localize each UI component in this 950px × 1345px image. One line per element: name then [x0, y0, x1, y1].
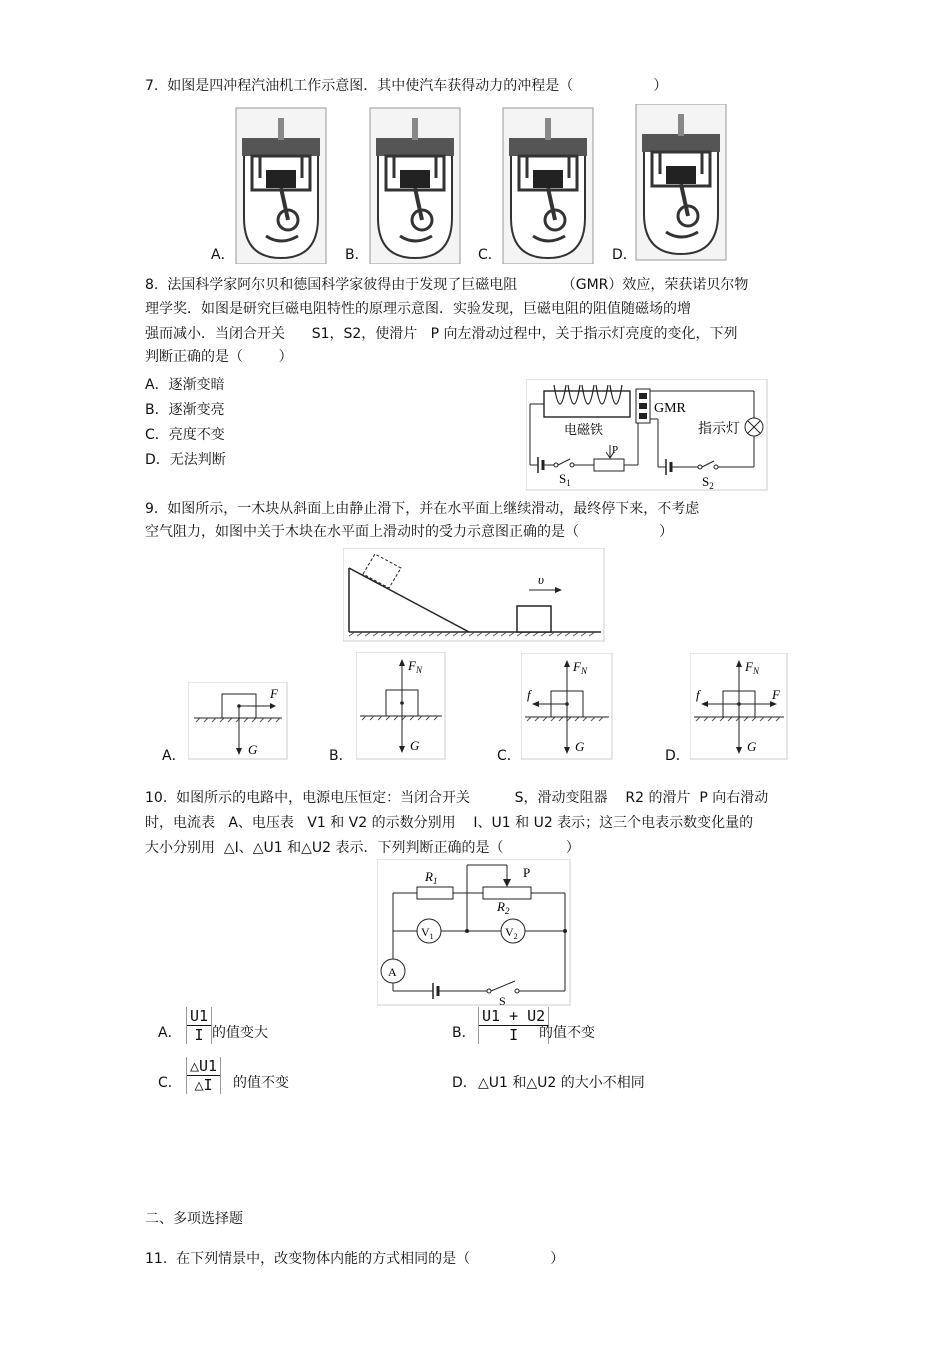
- q10-circuit-figure: [377, 859, 571, 1006]
- r1-label: $R_1$: [425, 869, 438, 886]
- engine-d-image: [636, 104, 726, 260]
- q11-stem: 11. 在下列情景中，改变物体内能的方式相同的是（ ）: [145, 1251, 565, 1267]
- q10-option-c-text: 的值不变: [233, 1075, 289, 1091]
- q7-stem: 7. 如图是四冲程汽油机工作示意图．其中使汽车获得动力的冲程是（ ）: [145, 78, 668, 94]
- engine-b-image: [370, 108, 460, 264]
- q10-stem-line2: 时，电流表 A、电压表 V1 和 V2 的示数分别用 I、U1 和 U2 表示；这三个电表示数变化量的: [145, 815, 754, 831]
- s2-label: $S_2$: [702, 474, 714, 491]
- q8-option-a[interactable]: A．逐渐变暗: [145, 377, 225, 393]
- fraction-numerator: U1 + U2: [479, 1007, 548, 1026]
- fraction-denominator: I: [194, 1026, 204, 1044]
- q7-option-c[interactable]: C．: [478, 247, 502, 263]
- force-f-label: F: [270, 686, 278, 701]
- q9-stem-line1: 9. 如图所示，一木块从斜面上由静止滑下，并在水平面上继续滑动，最终停下来，不考虑: [145, 501, 700, 517]
- voltmeter-v1-label: $V_1$: [421, 925, 434, 941]
- normal-force-label: $F_N$: [573, 659, 587, 676]
- q10-stem-line1: 10. 如图所示的电路中，电源电压恒定：当闭合开关 S，滑动变阻器 R2 的滑片 P 向右滑动: [145, 790, 769, 806]
- q8-option-c[interactable]: C．亮度不变: [145, 427, 225, 443]
- fraction-numerator: △U1: [187, 1057, 220, 1076]
- section-title: 二、多项选择题: [145, 1211, 243, 1227]
- q9-option-a-diagram: [188, 682, 288, 760]
- switch-s-label: S: [499, 994, 506, 1006]
- q8-stem-line3: 强而减小．当闭合开关 S1，S2，使滑片 P 向左滑动过程中，关于指示灯亮度的变化，下列: [145, 326, 738, 342]
- gravity-g-label: G: [248, 742, 258, 757]
- q10-option-a-label[interactable]: A．: [158, 1025, 182, 1041]
- q10-option-a-text: 的值变大: [212, 1025, 268, 1041]
- q10-stem-line3: 大小分别用 △I、△U1 和△U2 表示．下列判断正确的是（ ）: [145, 840, 580, 856]
- ammeter-a-label: A: [388, 965, 397, 979]
- q9-stem-line2: 空气阻力，如图中关于木块在水平面上滑动时的受力示意图正确的是（ ）: [145, 524, 674, 540]
- q9-option-b-diagram: [356, 652, 446, 760]
- electromagnet-label: 电磁铁: [564, 422, 604, 437]
- engine-a-image: [236, 108, 326, 264]
- slider-p-label: P: [612, 444, 619, 456]
- q7-option-d[interactable]: D．: [612, 247, 637, 263]
- q7-option-b[interactable]: B．: [345, 247, 369, 263]
- slider-p-label: P: [523, 865, 531, 880]
- q10-option-a-fraction: [186, 1007, 212, 1044]
- q10-option-d-text: △U1 和△U2 的大小不相同: [478, 1075, 645, 1091]
- force-f-label: F: [772, 687, 780, 702]
- q9-option-c-diagram: [521, 653, 613, 760]
- q10-option-c-label[interactable]: C．: [158, 1075, 182, 1091]
- q8-option-b[interactable]: B．逐渐变亮: [145, 402, 225, 418]
- q9-option-d-diagram: [690, 653, 788, 760]
- q8-stem-line1: 8. 法国科学家阿尔贝和德国科学家彼得由于发现了巨磁电阻 （GMR）效应，荣获诺贝尔物: [145, 277, 749, 293]
- gravity-g-label: G: [410, 738, 420, 753]
- gmr-label: GMR: [654, 401, 686, 416]
- q8-option-d[interactable]: D．无法判断: [145, 452, 226, 468]
- r2-label: $R_2$: [497, 899, 510, 916]
- normal-force-label: $F_N$: [745, 659, 759, 676]
- q9-option-a[interactable]: A．: [162, 748, 186, 764]
- fraction-numerator: U1: [187, 1007, 211, 1026]
- q7-option-a[interactable]: A．: [211, 247, 235, 263]
- q8-stem-line4: 判断正确的是（ ）: [145, 349, 293, 365]
- q9-incline-figure: [343, 548, 605, 642]
- fraction-denominator: I: [509, 1026, 519, 1044]
- gravity-g-label: G: [747, 739, 757, 754]
- q10-option-d-label[interactable]: D．: [452, 1075, 477, 1091]
- engine-c-image: [503, 108, 593, 264]
- q9-option-c[interactable]: C．: [497, 748, 521, 764]
- voltmeter-v2-label: $V_2$: [505, 925, 518, 941]
- fraction-denominator: △I: [194, 1076, 213, 1094]
- q10-option-b-label[interactable]: B．: [452, 1025, 476, 1041]
- q10-option-c-fraction: [186, 1057, 221, 1094]
- normal-force-label: $F_N$: [408, 658, 422, 675]
- q8-stem-line2: 理学奖．如图是研究巨磁电阻特性的原理示意图．实验发现，巨磁电阻的阻值随磁场的增: [145, 301, 691, 317]
- q9-option-d[interactable]: D．: [665, 748, 690, 764]
- friction-f-label: f: [527, 687, 531, 702]
- q10-option-b-text: 的值不变: [539, 1025, 595, 1041]
- s1-label: $S_1$: [559, 471, 571, 488]
- gravity-g-label: G: [575, 739, 585, 754]
- velocity-label: υ: [538, 572, 544, 587]
- q7-engine-figures: [200, 104, 760, 264]
- indicator-lamp-label: 指示灯: [698, 422, 740, 437]
- q9-option-b[interactable]: B．: [329, 748, 353, 764]
- friction-f-label: f: [696, 687, 700, 702]
- q8-gmr-circuit-figure: [526, 379, 768, 491]
